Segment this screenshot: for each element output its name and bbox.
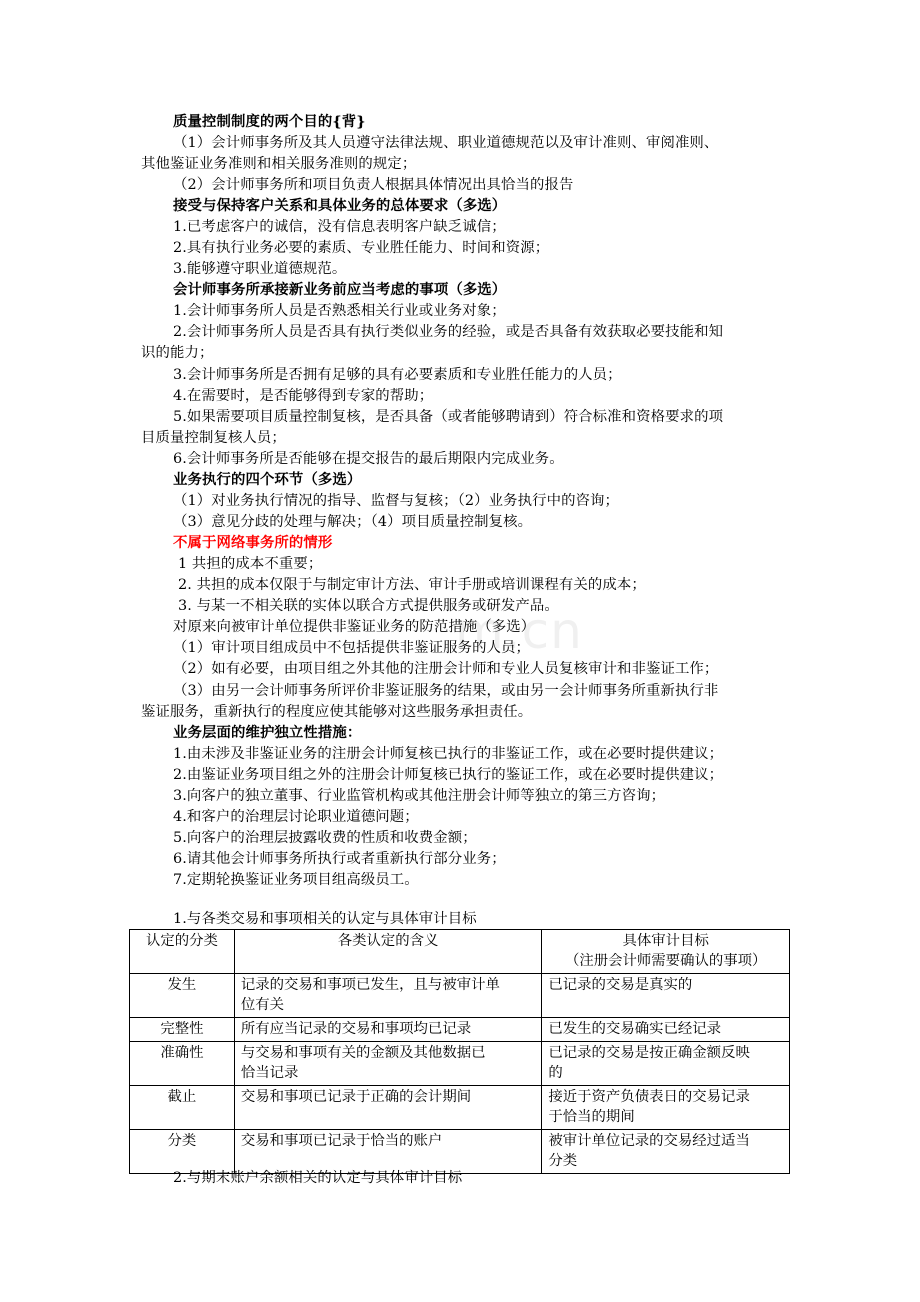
section-heading-client-acceptance: 接受与保持客户关系和具体业务的总体要求（多选）	[173, 197, 507, 214]
cell-line: 已记录的交易是按正确金额反映	[548, 1045, 750, 1061]
cell-line: 恰当记录	[240, 1065, 299, 1081]
paragraph-line: 2.由鉴证业务项目组之外的注册会计师复核已执行的鉴证工作，或在必要时提供建议；	[173, 767, 724, 783]
cell-line: 交易和事项已记录于正确的会计期间	[240, 1089, 472, 1105]
cell-line: 的	[548, 1065, 563, 1081]
paragraph-line: 1.由未涉及非鉴证业务的注册会计师复核已执行的非鉴证工作，或在必要时提供建议；	[173, 746, 724, 762]
header-objective	[542, 930, 790, 974]
section-heading-new-engagement: 会计师事务所承接新业务前应当考虑的事项（多选）	[173, 281, 507, 298]
section-heading-execution-steps: 业务执行的四个环节（多选）	[173, 471, 362, 488]
cell-line: 已发生的交易确实已经记录	[548, 1021, 722, 1037]
section-heading-quality-control: 质量控制制度的两个目的{背}	[173, 113, 366, 130]
paragraph-line: 2.会计师事务所人员是否具有执行类似业务的经验，或是否具备有效获取必要技能和知	[173, 324, 724, 340]
table-caption: 1.与各类交易和事项相关的认定与具体审计目标	[173, 911, 477, 927]
cell-line: 与交易和事项有关的金额及其他数据已	[240, 1045, 486, 1061]
row-meaning	[234, 974, 542, 1018]
paragraph-line: 4.和客户的治理层讨论职业道德问题；	[173, 809, 419, 825]
cell-line: 记录的交易和事项已发生，且与被审计单	[240, 977, 500, 993]
paragraph-line: 2. 共担的成本仅限于与制定审计方法、审计手册或培训课程有关的成本；	[178, 577, 646, 593]
row-meaning	[234, 1042, 542, 1086]
row-category: 准确性	[130, 1042, 235, 1086]
header-objective-title: 具体审计目标	[622, 933, 709, 949]
table-header-row	[130, 930, 790, 974]
table-row	[130, 1130, 790, 1174]
cell-line: 交易和事项已记录于恰当的账户	[240, 1133, 443, 1149]
paragraph-line: （3）意见分歧的处理与解决；（4）项目质量控制复核。	[173, 514, 533, 530]
cell-line: 于恰当的期间	[548, 1109, 635, 1125]
row-objective	[542, 1130, 790, 1174]
header-objective-note: （注册会计师需要确认的事项）	[564, 953, 767, 969]
paragraph-line: 3.会计师事务所是否拥有足够的具有必要素质和专业胜任能力的人员；	[173, 367, 622, 383]
cell-line: 所有应当记录的交易和事项均已记录	[240, 1021, 472, 1037]
paragraph-line: （2）会计师事务所和项目负责人根据具体情况出具恰当的报告	[173, 177, 574, 193]
paragraph-line: 其他鉴证业务准则和相关服务准则的规定；	[141, 156, 417, 172]
paragraph-line: 3.向客户的独立董事、行业监管机构或其他注册会计师等独立的第三方咨询；	[173, 788, 666, 804]
paragraph-line: 7.定期轮换鉴证业务项目组高级员工。	[173, 872, 419, 888]
row-category: 截止	[130, 1086, 235, 1130]
row-objective	[542, 1086, 790, 1130]
cell-line: 已记录的交易是真实的	[548, 977, 693, 993]
section-heading-non-assurance: 对原来向被审计单位提供非鉴证业务的防范措施（多选）	[173, 619, 536, 635]
paragraph-line: 3.能够遵守职业道德规范。	[173, 261, 347, 277]
cell-line: 分类	[548, 1153, 578, 1169]
paragraph-line: 6.会计师事务所是否能够在提交报告的最后期限内完成业务。	[173, 451, 564, 467]
row-meaning	[234, 1018, 542, 1042]
row-category: 发生	[130, 974, 235, 1018]
paragraph-line: 3. 与某一不相关联的实体以联合方式提供服务或研发产品。	[178, 598, 559, 614]
paragraph-line: （1）对业务执行情况的指导、监督与复核；（2）业务执行中的咨询；	[173, 493, 620, 509]
cell-line: 接近于资产负债表日的交易记录	[548, 1089, 750, 1105]
table-row	[130, 1018, 790, 1042]
paragraph-line: 目质量控制复核人员；	[141, 430, 286, 446]
cell-line: 位有关	[240, 997, 285, 1013]
section-heading-network-firm: 不属于网络事务所的情形	[173, 534, 333, 551]
row-category: 分类	[130, 1130, 235, 1174]
paragraph-line: （1）审计项目组成员中不包括提供非鉴证服务的人员；	[173, 640, 531, 656]
paragraph-line: 1.会计师事务所人员是否熟悉相关行业或业务对象；	[173, 303, 506, 319]
paragraph-line: （3）由另一会计师事务所评价非鉴证服务的结果，或由另一会计师事务所重新执行非	[173, 683, 719, 699]
watermark: m.cn	[455, 602, 583, 660]
paragraph-line: 5.如果需要项目质量控制复核，是否具备（或者能够聘请到）符合标准和资格要求的项	[173, 409, 724, 425]
paragraph-line: 4.在需要时，是否能够得到专家的帮助；	[173, 388, 434, 404]
section-heading-independence: 业务层面的维护独立性措施：	[173, 724, 362, 741]
header-category: 认定的分类	[130, 930, 235, 974]
paragraph-line: 鉴证服务，重新执行的程度应使其能够对这些服务承担责任。	[141, 704, 533, 720]
paragraph-line: （1）会计师事务所及其人员遵守法律法规、职业道德规范以及审计准则、审阅准则、	[173, 135, 719, 151]
table-row	[130, 1042, 790, 1086]
row-category: 完整性	[130, 1018, 235, 1042]
row-objective	[542, 1042, 790, 1086]
row-objective	[542, 974, 790, 1018]
paragraph-line: 1 共担的成本不重要；	[178, 556, 323, 572]
table-row	[130, 974, 790, 1018]
paragraph-line: 2.具有执行业务必要的素质、专业胜任能力、时间和资源；	[173, 240, 550, 256]
cell-line: 被审计单位记录的交易经过适当	[548, 1133, 750, 1149]
assertions-table	[129, 929, 790, 1174]
row-meaning	[234, 1130, 542, 1174]
row-meaning	[234, 1086, 542, 1130]
paragraph-line: 识的能力；	[141, 345, 214, 361]
paragraph-line: 1.已考虑客户的诚信，没有信息表明客户缺乏诚信；	[173, 219, 506, 235]
header-meaning: 各类认定的含义	[234, 930, 542, 974]
footer-caption: 2.与期末账户余额相关的认定与具体审计目标	[173, 1170, 463, 1186]
paragraph-line: （2）如有必要，由项目组之外其他的注册会计师和专业人员复核审计和非鉴证工作；	[173, 661, 719, 677]
table-row	[130, 1086, 790, 1130]
paragraph-line: 6.请其他会计师事务所执行或者重新执行部分业务；	[173, 851, 506, 867]
row-objective	[542, 1018, 790, 1042]
paragraph-line: 5.向客户的治理层披露收费的性质和收费金额；	[173, 830, 477, 846]
